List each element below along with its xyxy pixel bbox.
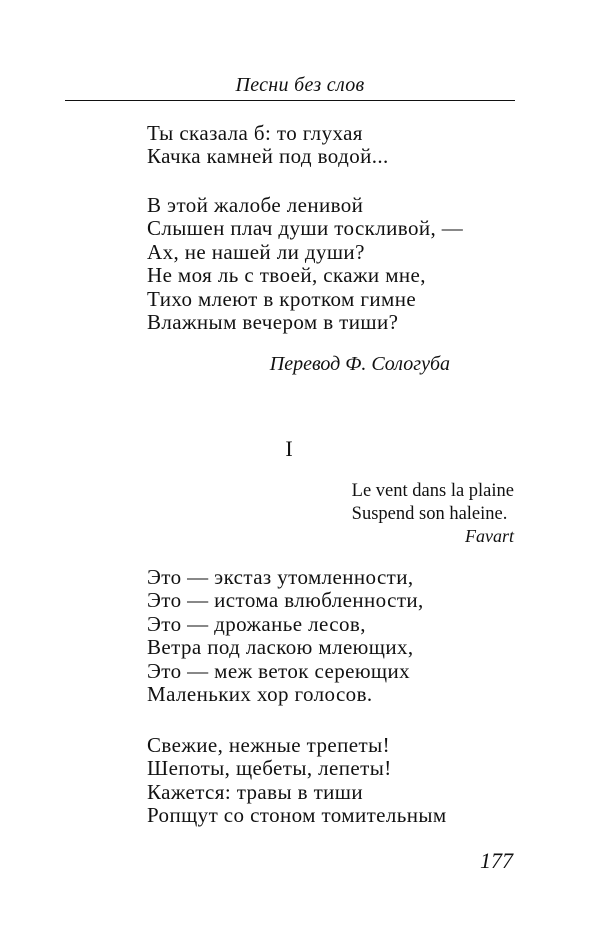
epigraph-author: Favart xyxy=(465,526,514,546)
epigraph-line: Suspend son haleine. xyxy=(351,504,508,524)
verse-line: Ропщут со стоном томительным xyxy=(147,803,447,828)
stanza-section-1 xyxy=(147,566,424,706)
verse-line: Маленьких хор голосов. xyxy=(147,682,373,707)
epigraph-line: Le vent dans la plaine xyxy=(351,481,514,501)
verse-line: Ты сказала б: то глухая xyxy=(147,121,363,145)
verse-line: Слышен плач души тоскливой, — xyxy=(147,216,464,241)
verse-line: Влажным вечером в тиши? xyxy=(147,310,399,335)
section-numeral: I xyxy=(285,436,293,461)
verse-line: Кажется: травы в тиши xyxy=(147,779,364,804)
verse-line: Ветра под ласкою млеющих, xyxy=(147,635,414,660)
verse-line: Шепоты, щебеты, лепеты! xyxy=(147,756,392,781)
epigraph xyxy=(352,480,514,526)
stanza-continuation-2 xyxy=(147,194,463,334)
verse-line: Свежие, нежные трепеты! xyxy=(147,733,390,757)
stanza-section-2 xyxy=(147,734,447,828)
verse-line: Это — истома влюбленности, xyxy=(147,588,424,613)
header-divider xyxy=(65,100,515,101)
verse-line: Тихо млеют в кротком гимне xyxy=(147,286,417,311)
translator-credit: Перевод Ф. Сологуба xyxy=(269,353,450,375)
verse-line: Это — экстаз утомленности, xyxy=(147,565,414,589)
verse-line: В этой жалобе ленивой xyxy=(147,193,364,217)
verse-line: Это — меж веток сереющих xyxy=(147,658,411,683)
running-title: Песни без слов xyxy=(235,74,365,96)
verse-line: Не моя ль с твоей, скажи мне, xyxy=(147,263,426,288)
stanza-continuation-1 xyxy=(147,122,389,169)
verse-line: Ах, не нашей ли души? xyxy=(147,239,365,264)
verse-line: Качка камней под водой... xyxy=(147,144,389,169)
page-number: 177 xyxy=(480,848,513,873)
verse-line: Это — дрожанье лесов, xyxy=(147,611,366,636)
